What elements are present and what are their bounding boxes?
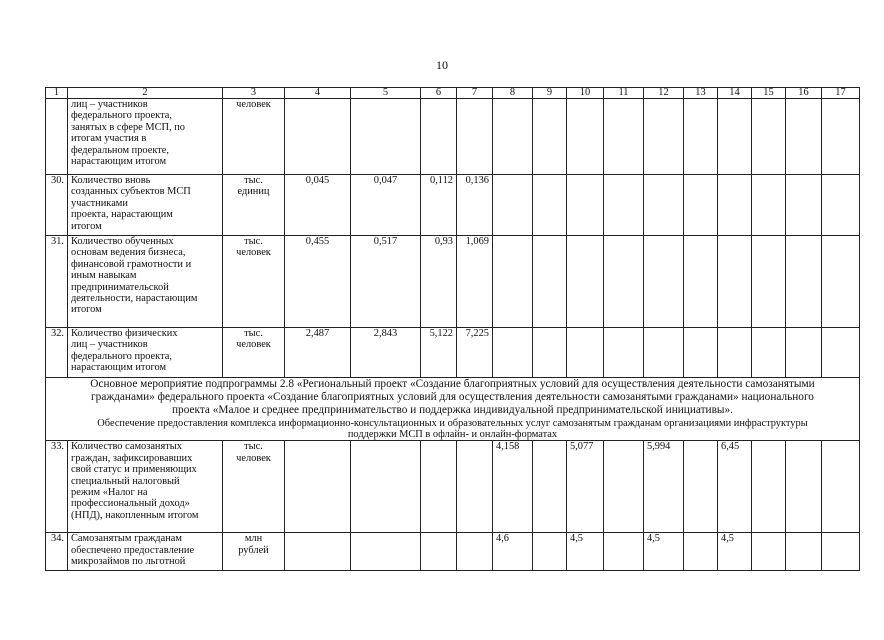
value-cell-col-15 [752, 236, 786, 328]
value-cell-col-16 [786, 328, 822, 378]
text-line: федерального проекта, [71, 110, 172, 122]
text-line: микрозаймов по льготной [71, 556, 186, 568]
unit-of-measure [223, 533, 285, 571]
column-header-14: 14 [718, 88, 752, 99]
value-cell-col-10 [567, 328, 604, 378]
value-cell-col-9 [533, 533, 567, 571]
value-cell-col-11 [604, 441, 644, 533]
text-line: человек [236, 452, 271, 464]
row-number: 34. [46, 533, 68, 571]
value-cell-col-16 [786, 533, 822, 571]
value-cell-col-12: 5,994 [644, 441, 684, 533]
value-cell-col-4 [285, 441, 351, 533]
text-line: деятельности, нарастающим [71, 293, 198, 305]
value-cell-col-14 [718, 328, 752, 378]
value-cell-col-14 [718, 175, 752, 236]
value-cell-col-5: 2,843 [351, 328, 421, 378]
unit-of-measure [223, 441, 285, 533]
value-cell-col-13 [684, 441, 718, 533]
text-line: тыс. [244, 236, 263, 247]
value-cell-col-5 [351, 441, 421, 533]
column-header-11: 11 [604, 88, 644, 99]
text-line: человек [236, 247, 271, 259]
column-header-10: 10 [567, 88, 604, 99]
value-cell-col-8 [493, 328, 533, 378]
value-cell-col-9 [533, 175, 567, 236]
text-line: предпринимательской [71, 281, 169, 293]
unit-of-measure [223, 175, 285, 236]
value-cell-col-8 [493, 99, 533, 175]
text-line: единиц [237, 186, 270, 198]
section-subtitle-line: Обеспечение предоставления комплекса информационно-консультационных и образовательных услуг самозанятым гражданам организациями инфраструктуры [97, 418, 808, 429]
value-cell-col-15 [752, 533, 786, 571]
value-cell-col-15 [752, 441, 786, 533]
indicator-name [68, 533, 223, 571]
column-header-16: 16 [786, 88, 822, 99]
text-line: финансовой грамотности и [71, 258, 192, 270]
value-cell-col-17 [822, 441, 860, 533]
indicator-name [68, 441, 223, 533]
column-header-13: 13 [684, 88, 718, 99]
value-cell-col-10: 4,5 [567, 533, 604, 571]
value-cell-col-4: 0,455 [285, 236, 351, 328]
indicators-table [45, 87, 860, 571]
value-cell-col-16 [786, 175, 822, 236]
value-cell-col-7: 1,069 [457, 236, 493, 328]
text-line: созданных субъектов МСП [71, 186, 191, 198]
value-cell-col-11 [604, 236, 644, 328]
value-cell-col-10 [567, 175, 604, 236]
value-cell-col-16 [786, 441, 822, 533]
indicator-name [68, 99, 223, 175]
text-line: профессиональный доход» [71, 498, 190, 510]
unit-of-measure [223, 236, 285, 328]
value-cell-col-12 [644, 236, 684, 328]
value-cell-col-13 [684, 175, 718, 236]
row-number: 33. [46, 441, 68, 533]
indicator-name [68, 236, 223, 328]
column-header-7: 7 [457, 88, 493, 99]
row-number [46, 99, 68, 175]
header-row [46, 88, 860, 99]
text-line: специальный налоговый [71, 475, 180, 487]
value-cell-col-11 [604, 175, 644, 236]
value-cell-col-5 [351, 533, 421, 571]
text-line: основам ведения бизнеса, [71, 247, 186, 259]
value-cell-col-10 [567, 99, 604, 175]
value-cell-col-7: 0,136 [457, 175, 493, 236]
column-header-8: 8 [493, 88, 533, 99]
text-line: обеспечено предоставление [71, 544, 195, 556]
row-number: 32. [46, 328, 68, 378]
value-cell-col-14 [718, 99, 752, 175]
text-line: лиц – участников [71, 339, 148, 351]
value-cell-col-11 [604, 328, 644, 378]
value-cell-col-17 [822, 533, 860, 571]
text-line: (НПД), накопленным итогом [71, 509, 199, 521]
unit-of-measure [223, 99, 285, 175]
value-cell-col-13 [684, 99, 718, 175]
value-cell-col-9 [533, 236, 567, 328]
value-cell-col-5: 0,517 [351, 236, 421, 328]
text-line: федеральном проекте, [71, 144, 170, 156]
table-row [46, 236, 860, 328]
text-line: проекта, нарастающим [71, 209, 173, 221]
value-cell-col-12 [644, 175, 684, 236]
value-cell-col-17 [822, 99, 860, 175]
text-line: рублей [238, 544, 269, 556]
value-cell-col-6 [421, 441, 457, 533]
value-cell-col-16 [786, 99, 822, 175]
text-line: тыс. [244, 175, 263, 186]
value-cell-col-12 [644, 99, 684, 175]
value-cell-col-7: 7,225 [457, 328, 493, 378]
value-cell-col-4 [285, 99, 351, 175]
table-row [46, 328, 860, 378]
value-cell-col-6 [421, 533, 457, 571]
column-header-6: 6 [421, 88, 457, 99]
value-cell-col-5: 0,047 [351, 175, 421, 236]
value-cell-col-15 [752, 328, 786, 378]
text-line: участниками [71, 197, 128, 209]
value-cell-col-13 [684, 236, 718, 328]
text-line: итогом [71, 304, 102, 316]
column-header-9: 9 [533, 88, 567, 99]
row-number: 31. [46, 236, 68, 328]
value-cell-col-14: 6,45 [718, 441, 752, 533]
value-cell-col-7 [457, 441, 493, 533]
value-cell-col-7 [457, 99, 493, 175]
text-line: режим «Налог на [71, 487, 148, 499]
text-line: нарастающим итогом [71, 156, 167, 168]
table-row [46, 99, 860, 175]
text-line: занятых в сфере МСП, по [71, 121, 185, 133]
column-header-4: 4 [285, 88, 351, 99]
value-cell-col-6 [421, 99, 457, 175]
value-cell-col-17 [822, 175, 860, 236]
value-cell-col-16 [786, 236, 822, 328]
text-line: Количество самозанятых [71, 441, 182, 453]
section-title-line: гражданами» федерального проекта «Создание благоприятных условий для осуществления деятельности самозанятыми гражданами» национального [91, 391, 814, 403]
section-title-line: Основное мероприятие подпрограммы 2.8 «Региональный проект «Создание благоприятных условий для осуществления деятельности самозанятыми [90, 378, 815, 390]
value-cell-col-6: 0,112 [421, 175, 457, 236]
section-title [46, 378, 860, 441]
text-line: тыс. [244, 441, 263, 453]
unit-of-measure [223, 328, 285, 378]
section-row [46, 378, 860, 441]
value-cell-col-9 [533, 99, 567, 175]
value-cell-col-9 [533, 328, 567, 378]
text-line: Количество обученных [71, 236, 174, 247]
value-cell-col-11 [604, 99, 644, 175]
column-header-2: 2 [68, 88, 223, 99]
text-line: человек [236, 99, 271, 110]
column-header-15: 15 [752, 88, 786, 99]
value-cell-col-11 [604, 533, 644, 571]
value-cell-col-9 [533, 441, 567, 533]
value-cell-col-17 [822, 236, 860, 328]
text-line: Количество физических [71, 328, 178, 339]
value-cell-col-4: 2,487 [285, 328, 351, 378]
text-line: человек [236, 339, 271, 351]
table-row [46, 441, 860, 533]
text-line: иным навыкам [71, 270, 137, 282]
section-subtitle-line: поддержки МСП в офлайн- и онлайн-форматах [347, 429, 558, 441]
text-line: млн [244, 533, 263, 545]
text-line: Самозанятым гражданам [71, 533, 182, 545]
page-number: 10 [436, 58, 448, 72]
value-cell-col-10: 5,077 [567, 441, 604, 533]
value-cell-col-12 [644, 328, 684, 378]
text-line: лиц – участников [71, 99, 148, 110]
value-cell-col-6: 0,93 [421, 236, 457, 328]
value-cell-col-15 [752, 175, 786, 236]
value-cell-col-14 [718, 236, 752, 328]
text-line: Количество вновь [71, 175, 151, 186]
indicator-name [68, 328, 223, 378]
section-title-line: проекта «Малое и среднее предпринимательство и поддержка индивидуальной предпринимательской инициативы». [172, 404, 733, 416]
value-cell-col-6: 5,122 [421, 328, 457, 378]
column-header-3: 3 [223, 88, 285, 99]
column-header-5: 5 [351, 88, 421, 99]
row-number: 30. [46, 175, 68, 236]
text-line: граждан, зафиксировавших [71, 452, 193, 464]
text-line: итогам участия в [71, 133, 147, 145]
value-cell-col-5 [351, 99, 421, 175]
value-cell-col-8: 4,158 [493, 441, 533, 533]
column-header-12: 12 [644, 88, 684, 99]
text-line: федерального проекта, [71, 350, 172, 362]
text-line: тыс. [244, 328, 263, 339]
value-cell-col-8 [493, 175, 533, 236]
value-cell-col-4: 0,045 [285, 175, 351, 236]
column-header-1: 1 [46, 88, 68, 99]
table-row [46, 533, 860, 571]
text-line: свой статус и применяющих [71, 464, 197, 476]
indicator-name [68, 175, 223, 236]
column-header-17: 17 [822, 88, 860, 99]
value-cell-col-13 [684, 533, 718, 571]
value-cell-col-13 [684, 328, 718, 378]
value-cell-col-10 [567, 236, 604, 328]
value-cell-col-8 [493, 236, 533, 328]
value-cell-col-12: 4,5 [644, 533, 684, 571]
value-cell-col-15 [752, 99, 786, 175]
value-cell-col-7 [457, 533, 493, 571]
text-line: итогом [71, 220, 102, 232]
value-cell-col-4 [285, 533, 351, 571]
table-row [46, 175, 860, 236]
value-cell-col-17 [822, 328, 860, 378]
text-line: нарастающим итогом [71, 362, 167, 374]
value-cell-col-14: 4,5 [718, 533, 752, 571]
value-cell-col-8: 4,6 [493, 533, 533, 571]
